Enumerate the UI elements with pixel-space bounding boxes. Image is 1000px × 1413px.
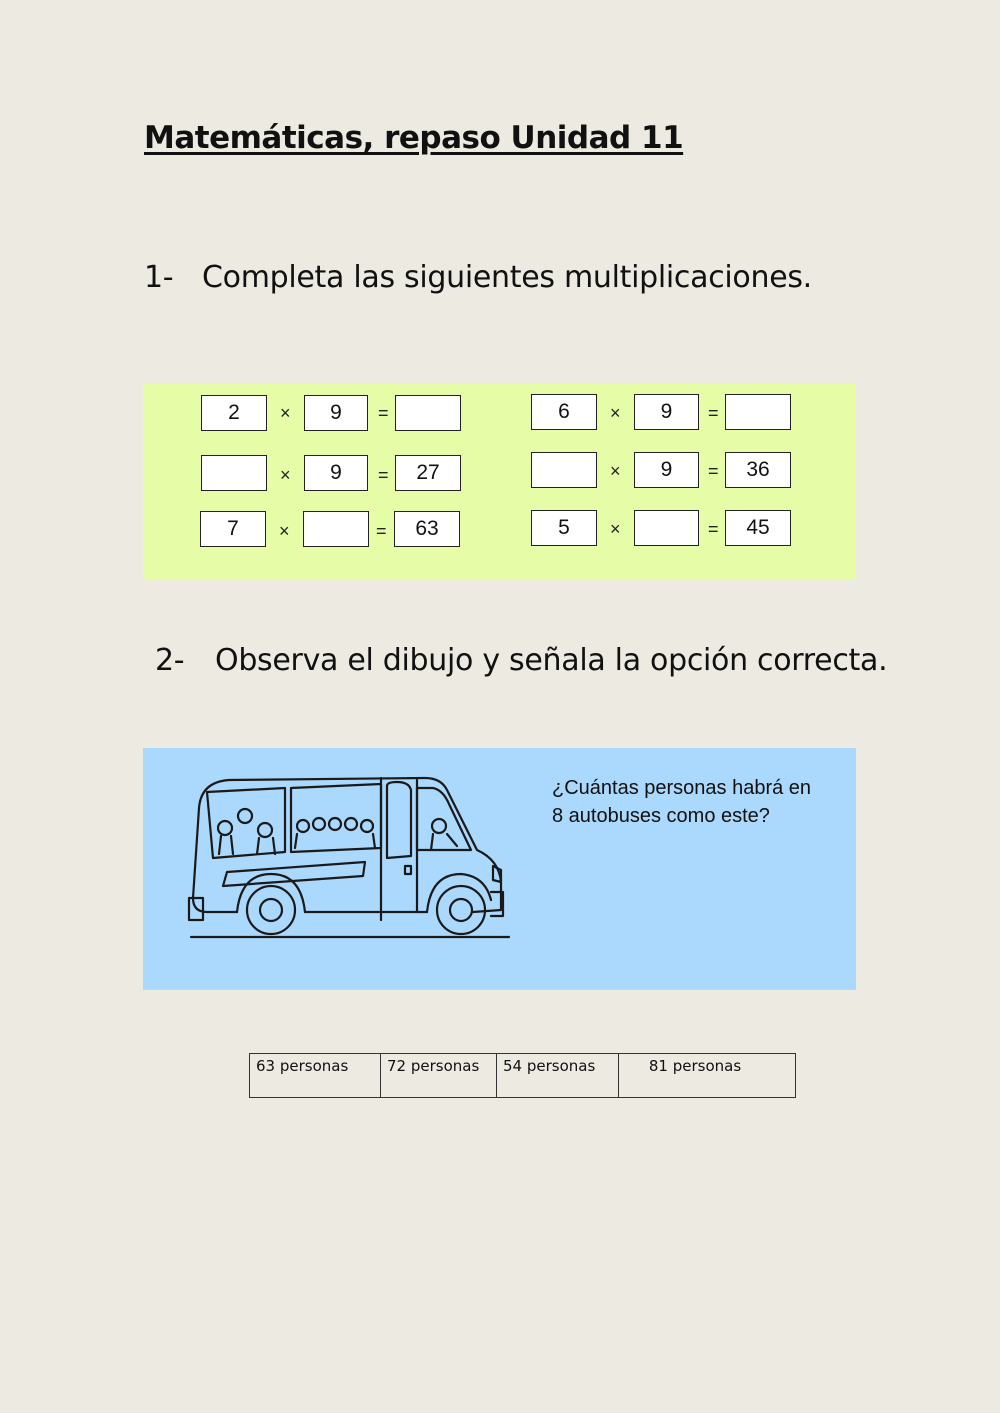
factor-a-box[interactable]: 2 (201, 395, 267, 431)
factor-b-box[interactable] (303, 511, 369, 547)
result-box[interactable]: 27 (395, 455, 461, 491)
equals-sign: = (376, 521, 387, 541)
problem-panel (143, 748, 856, 990)
times-sign: × (279, 521, 290, 541)
equals-sign: = (378, 465, 389, 485)
times-sign: × (610, 519, 621, 539)
result-box[interactable]: 63 (394, 511, 460, 547)
answer-options-row (250, 1054, 796, 1098)
times-sign: × (280, 403, 291, 423)
problem-line-1: ¿Cuántas personas habrá en (552, 777, 812, 799)
factor-a-box[interactable]: 5 (531, 510, 597, 546)
times-sign: × (280, 465, 291, 485)
result-box[interactable] (395, 395, 461, 431)
equals-sign: = (378, 403, 389, 423)
question-1-text: Completa las siguientes multiplicaciones. (202, 260, 812, 295)
question-2-number: 2- (155, 643, 185, 678)
equals-sign: = (708, 403, 719, 423)
multiplication-panel (143, 384, 856, 579)
problem-line-2: 8 autobuses como este? (552, 805, 770, 827)
factor-b-box[interactable] (634, 510, 699, 546)
factor-b-box[interactable]: 9 (304, 395, 368, 431)
result-box[interactable]: 45 (725, 510, 791, 546)
answer-option-4[interactable]: 81 personas (619, 1054, 796, 1098)
question-2 (155, 643, 887, 678)
result-box[interactable]: 36 (725, 452, 791, 488)
page-title: Matemáticas, repaso Unidad 11 (144, 120, 684, 156)
result-box[interactable] (725, 394, 791, 430)
times-sign: × (610, 461, 621, 481)
factor-b-box[interactable]: 9 (634, 394, 699, 430)
answer-options-table (249, 1053, 796, 1098)
question-1-number: 1- (144, 260, 174, 295)
answer-option-3[interactable]: 54 personas (497, 1054, 619, 1098)
bus-illustration (185, 770, 515, 950)
answer-option-2[interactable]: 72 personas (381, 1054, 497, 1098)
factor-b-box[interactable]: 9 (304, 455, 368, 491)
question-1 (144, 260, 812, 295)
factor-a-box[interactable]: 6 (531, 394, 597, 430)
equals-sign: = (708, 461, 719, 481)
answer-option-1[interactable]: 63 personas (250, 1054, 381, 1098)
factor-b-box[interactable]: 9 (634, 452, 699, 488)
factor-a-box[interactable] (201, 455, 267, 491)
factor-a-box[interactable] (531, 452, 597, 488)
equals-sign: = (708, 519, 719, 539)
question-2-text: Observa el dibujo y señala la opción correcta. (215, 643, 888, 678)
factor-a-box[interactable]: 7 (200, 511, 266, 547)
times-sign: × (610, 403, 621, 423)
problem-question (552, 774, 842, 830)
